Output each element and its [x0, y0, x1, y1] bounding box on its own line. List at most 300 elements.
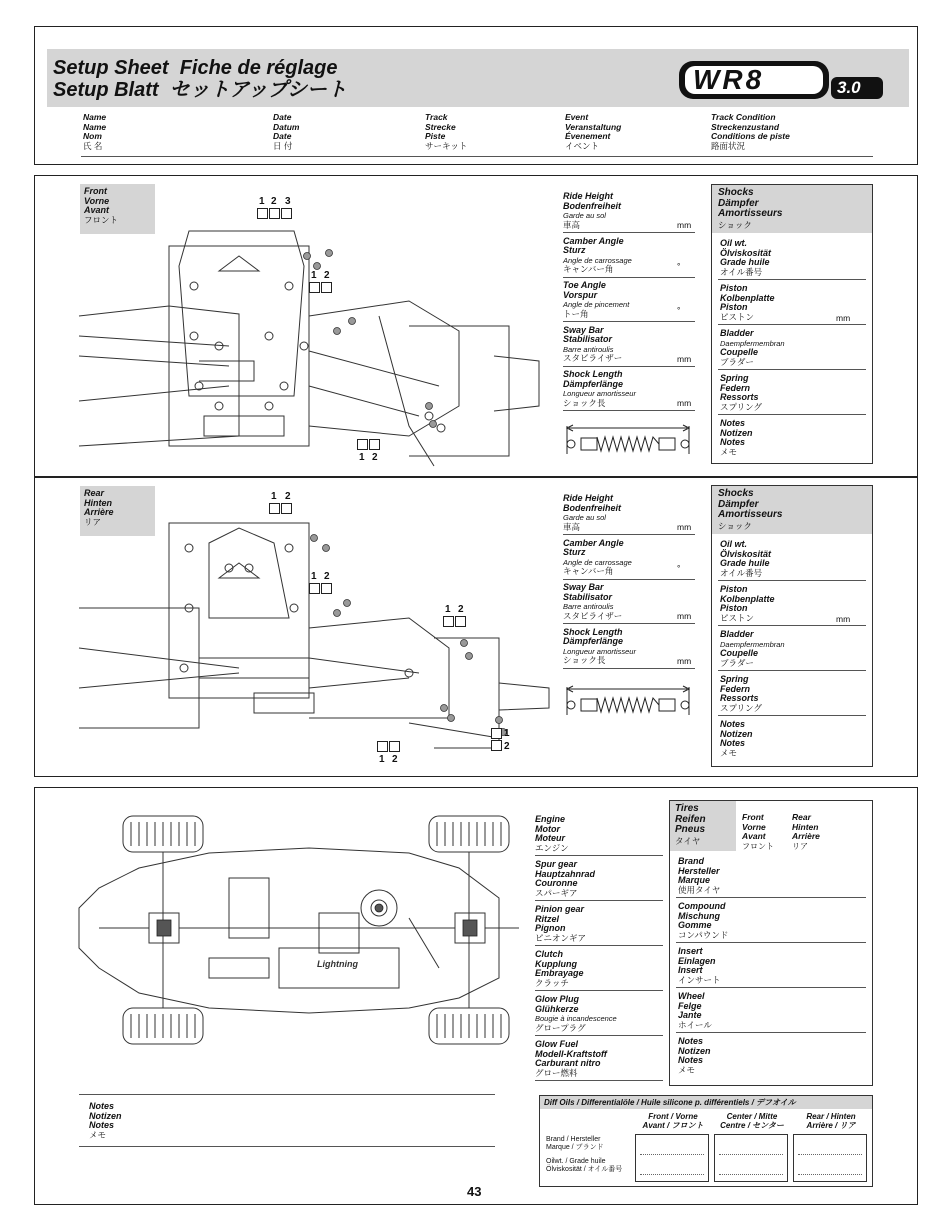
front-shock-item-2[interactable]: [720, 284, 775, 322]
drivetrain-item-5-line-2: Glühkerze: [535, 1003, 579, 1014]
front-section-label-line-2: Vorne: [84, 195, 110, 206]
rear-shocks-heading-line-2: Dämpfer: [718, 498, 759, 510]
front-setting-3-line-3: Angle de pincement: [563, 300, 630, 309]
diff-front-line2: [640, 1174, 704, 1175]
rear-shock-item-4-line-4: スプリング: [720, 702, 762, 713]
tires-item-5-line-4: メモ: [678, 1064, 696, 1075]
rear-setting-1[interactable]: [563, 494, 695, 532]
diff-row-label-1-line-2: Marque / ブランド: [546, 1144, 604, 1151]
header-field-1-line-1: Name: [83, 112, 107, 122]
front-shock-item-3-line: [718, 369, 866, 370]
rear-hole-box-top-1[interactable]: [269, 503, 280, 514]
front-shocks-heading-line-1: Shocks: [718, 187, 754, 198]
rear-setting-2-unit: °: [677, 562, 681, 573]
tires-front-header-line-4: フロント: [742, 841, 774, 851]
diff-col-header-1: [635, 1112, 711, 1130]
front-shock-item-1[interactable]: [720, 239, 771, 277]
diff-col-header-2-line-1: Center / Mitte: [726, 1112, 778, 1121]
diff-col-header-3-line-1: Rear / Hinten: [806, 1112, 856, 1121]
diff-row-label-2: [546, 1158, 622, 1174]
rear-hole-label-side-2: 2: [504, 741, 510, 752]
rear-shock-item-1-line: [718, 580, 866, 581]
rear-section-label-line-3: Arrière: [84, 507, 114, 517]
drivetrain-item-2-line-1: Spur gear: [535, 859, 578, 869]
diff-col-header-3-line-2: Arrière / リア: [806, 1121, 856, 1130]
front-shock-item-3[interactable]: [720, 329, 785, 367]
notes-label: [89, 1102, 122, 1140]
rear-hole-box-bottom-1[interactable]: [377, 741, 388, 752]
diff-row-label-1-line-1: Brand / Hersteller: [546, 1136, 601, 1143]
rear-shock-item-2[interactable]: [720, 585, 775, 623]
rear-setting-2-line-4: キャンバー角: [563, 566, 614, 576]
page-number: 43: [467, 1184, 482, 1199]
diff-front-line1: [640, 1154, 704, 1155]
front-setting-2-unit: °: [677, 260, 681, 271]
front-setting-2-line-4: キャンバー角: [563, 264, 614, 274]
front-shocks-heading: [712, 185, 872, 233]
diff-rear-line2: [798, 1174, 862, 1175]
front-shock-item-3-line-3: Coupelle: [720, 347, 759, 357]
front-shock-item-1-line-4: オイル番号: [720, 266, 763, 277]
logo-version-text: 3.0: [837, 78, 861, 97]
front-setting-4-line-3: Barre antiroulis: [563, 344, 614, 354]
front-shock-item-3-line-4: ブラダー: [720, 356, 754, 367]
rear-hole-label-side-1: 1: [504, 728, 510, 739]
chassis-brand-text: Lightning: [317, 959, 358, 969]
tires-item-4[interactable]: [678, 992, 712, 1030]
rear-hole-label-right-1: 1: [445, 604, 451, 615]
tires-front-header-line-3: Avant: [742, 831, 766, 841]
drivetrain-item-5-line-3: Bougie à incandescence: [535, 1014, 617, 1023]
front-setting-2-line-3: Angle de carrossage: [563, 255, 632, 265]
front-setting-3-line-2: Vorspur: [563, 289, 598, 300]
front-shocks-heading-line-4: ショック: [718, 219, 752, 230]
drivetrain-item-1-line: [535, 855, 663, 856]
header-field-2-line-4: 日 付: [273, 140, 293, 151]
rear-section-label-line-1: Rear: [84, 488, 105, 498]
notes-label-line-2: Notizen: [89, 1110, 122, 1121]
rear-section-label-line-4: リア: [84, 516, 102, 527]
rear-shocks-title: [712, 486, 872, 534]
tires-heading-line-2: Reifen: [675, 813, 706, 825]
front-hole-label-top-2: 2: [271, 196, 277, 207]
diff-row-label-1: [546, 1136, 604, 1152]
notes-label-line-3: Notes: [89, 1120, 115, 1130]
header-field-5-line-4: 路面状況: [711, 140, 746, 151]
drivetrain-item-4-line: [535, 990, 663, 991]
rear-hole-box-mid-1[interactable]: [309, 583, 320, 594]
front-setting-4-line-4: スタビライザー: [563, 353, 623, 363]
rear-setting-4-line-1: Shock Length: [563, 626, 623, 637]
drivetrain-item-3-line-3: Pignon: [535, 923, 566, 933]
tires-item-3-line-3: Insert: [678, 965, 703, 975]
rear-shock-item-1[interactable]: [720, 540, 771, 578]
notes-line-bottom: [79, 1146, 495, 1147]
header-field-2-line-2: Datum: [273, 121, 300, 132]
tires-item-1-line-4: 使用タイヤ: [678, 884, 721, 895]
drivetrain-item-1-line-3: Moteur: [535, 833, 565, 843]
front-hole-box-bottom-1[interactable]: [357, 439, 368, 450]
rear-setting-4-line: [563, 668, 695, 669]
header-field-3-line-3: Piste: [425, 131, 446, 141]
rear-setting-4[interactable]: [563, 628, 695, 666]
front-setting-4-unit: mm: [677, 353, 692, 364]
front-hole-label-bottom-2: 2: [372, 452, 378, 463]
rear-setting-3-line-4: スタビライザー: [563, 610, 623, 621]
drivetrain-item-4-line-1: Clutch: [535, 949, 563, 959]
rear-setting-4-line-3: Longueur amortisseur: [563, 646, 636, 656]
drivetrain-item-4-line-2: Kupplung: [535, 958, 577, 969]
drivetrain-item-5-line: [535, 1035, 663, 1036]
rear-shock-item-3-line-3: Coupelle: [720, 648, 759, 658]
tires-item-5-line-3: Notes: [678, 1055, 704, 1065]
tires-item-5-line-1: Notes: [678, 1036, 704, 1046]
drivetrain-item-2-line-4: スパーギア: [535, 887, 578, 898]
rear-hole-box-mid-2[interactable]: [321, 583, 332, 594]
front-section-label-line-3: Avant: [84, 205, 110, 215]
drivetrain-item-1-line-1: Engine: [535, 814, 566, 824]
header-field-3-line-1: Track: [425, 112, 448, 122]
tires-heading: [670, 801, 736, 849]
front-shock-item-4[interactable]: [720, 374, 762, 412]
rear-setting-3[interactable]: [563, 583, 695, 621]
tires-heading-line-1: Tires: [675, 803, 699, 814]
drivetrain-item-3[interactable]: [535, 905, 586, 943]
drivetrain-frame: [34, 787, 918, 1205]
rear-shock-item-2-line-1: Piston: [720, 584, 748, 594]
tires-item-1[interactable]: [678, 857, 720, 895]
front-frame: [34, 175, 918, 477]
drivetrain-item-3-line-4: ピニオンギア: [535, 932, 587, 943]
rear-hole-label-right-2: 2: [458, 604, 464, 615]
front-hole-box-top-3[interactable]: [281, 208, 292, 219]
rear-shock-item-2-line: [718, 625, 866, 626]
tires-item-2-line-1: Compound: [678, 901, 726, 911]
tires-item-1-line-3: Marque: [678, 875, 711, 885]
front-setting-5-line-3: Longueur amortisseur: [563, 389, 636, 398]
diff-col-header-2-line-2: Centre / センター: [720, 1121, 784, 1130]
header-field-4-line-3: Évenement: [565, 131, 611, 141]
rear-hole-label-top-2: 2: [285, 491, 291, 502]
rear-shock-item-4[interactable]: [720, 675, 762, 713]
tires-item-2-line: [676, 942, 866, 943]
rear-setting-1-line-4: 車高: [563, 521, 581, 532]
rear-shock-item-3-line: [718, 670, 866, 671]
front-hole-box-top-1[interactable]: [257, 208, 268, 219]
rear-setting-2-line-2: Sturz: [563, 547, 586, 557]
rear-shock-item-5-line-3: Notes: [720, 738, 746, 748]
rear-setting-1-line-2: Bodenfreiheit: [563, 502, 622, 513]
rear-section-label-line-2: Hinten: [84, 497, 112, 508]
rear-frame: [34, 477, 918, 777]
front-setting-1-line-2: Bodenfreiheit: [563, 200, 622, 211]
tires-item-4-line-3: Jante: [678, 1010, 702, 1020]
tires-rear-header-line-3: Arrière: [792, 831, 820, 841]
rear-setting-2-line-3: Angle de carrossage: [563, 557, 632, 567]
tires-item-5-line-2: Notizen: [678, 1045, 711, 1056]
tires-front-header-line-2: Vorne: [742, 821, 766, 832]
rear-hole-label-bottom-2: 2: [392, 754, 398, 765]
rear-shock-item-3-line-1: Bladder: [720, 629, 754, 639]
drivetrain-item-3-line: [535, 945, 663, 946]
front-shock-item-1-line-1: Oil wt.: [720, 238, 747, 248]
front-setting-3-line-1: Toe Angle: [563, 280, 606, 290]
front-shock-item-2-line-3: Piston: [720, 302, 748, 312]
drivetrain-item-2[interactable]: [535, 860, 595, 898]
tires-item-4-line-1: Wheel: [678, 991, 705, 1001]
tires-title: [670, 801, 736, 851]
drivetrain-item-3-line-1: Pinion gear: [535, 904, 585, 914]
tires-item-3-line-2: Einlagen: [678, 955, 716, 966]
header-field-1[interactable]: [83, 113, 106, 151]
rear-shocks-heading-line-1: Shocks: [718, 488, 754, 499]
tires-heading-line-3: Pneus: [675, 824, 706, 835]
rear-shocks-heading-line-4: ショック: [718, 520, 752, 531]
tires-item-2-line-2: Mischung: [678, 910, 720, 921]
header-field-4-line-1: Event: [565, 112, 589, 122]
front-shock-item-3-line-2: Daempfermembran: [720, 338, 785, 348]
tires-item-4-line-4: ホイール: [678, 1019, 712, 1030]
rear-shock-drawing: [563, 683, 695, 719]
tires-item-4-line: [676, 1032, 866, 1033]
header-field-1-line-2: Name: [83, 121, 107, 132]
front-shock-item-1-line-3: Grade huile: [720, 257, 770, 267]
front-setting-3-unit: °: [677, 305, 681, 315]
front-hole-label-mid-2: 2: [324, 270, 330, 281]
rear-setting-3-line-3: Barre antiroulis: [563, 602, 614, 611]
front-shock-drawing: [563, 422, 695, 458]
tires-item-3-line-1: Insert: [678, 946, 703, 956]
diff-rear-line1: [798, 1154, 862, 1155]
rear-shock-item-5[interactable]: [720, 720, 753, 758]
rear-setting-1-line: [563, 534, 695, 535]
front-hole-label-top-1: 1: [259, 196, 265, 207]
diff-oils-title: Diff Oils / Differentialöle / Huile silicone p. différentiels / デフオイル: [544, 1098, 796, 1107]
tires-item-1-line: [676, 897, 866, 898]
rear-hole-box-side-1[interactable]: [491, 728, 502, 739]
drivetrain-item-3-line-2: Ritzel: [535, 913, 560, 924]
rear-hole-label-mid-1: 1: [311, 571, 317, 582]
rear-hole-label-bottom-1: 1: [379, 754, 385, 765]
rear-shock-item-4-line-1: Spring: [720, 674, 749, 684]
rear-setting-2[interactable]: [563, 539, 695, 577]
car-top-view: [79, 808, 549, 1068]
front-shock-item-2-unit: mm: [836, 313, 851, 323]
header-frame: [34, 26, 918, 165]
front-shock-item-1-line-2: Ölviskosität: [720, 247, 772, 258]
tires-rear-header: [792, 813, 820, 851]
rear-setting-4-unit: mm: [677, 655, 692, 666]
rear-hole-label-top-1: 1: [271, 491, 277, 502]
front-setting-1-line: [563, 232, 695, 233]
front-shock-item-5-line-2: Notizen: [720, 427, 753, 438]
drivetrain-item-6-line-3: Carburant nitro: [535, 1058, 601, 1068]
tires-front-header-line-1: Front: [742, 812, 764, 822]
rear-shock-item-4-line-2: Federn: [720, 683, 751, 694]
car-top-view-drawing: [79, 808, 549, 1068]
front-setting-5-line-4: ショック長: [563, 397, 606, 408]
drivetrain-item-5[interactable]: [535, 995, 617, 1033]
drivetrain-item-2-line-2: Hauptzahnrad: [535, 868, 596, 879]
front-hole-box-bottom-2[interactable]: [369, 439, 380, 450]
front-chassis-diagram: [79, 196, 549, 471]
drivetrain-item-1[interactable]: [535, 815, 569, 853]
front-setting-2-line: [563, 277, 695, 278]
notes-line-top: [79, 1094, 495, 1095]
front-setting-4-line-1: Sway Bar: [563, 324, 604, 335]
front-shock-item-5-line-4: メモ: [720, 446, 738, 457]
rear-setting-3-unit: mm: [677, 611, 692, 621]
front-shocks-title: [712, 185, 872, 233]
rear-shock-item-5-line-1: Notes: [720, 719, 746, 729]
front-suspension-drawing: [79, 196, 549, 471]
header-field-5-line-1: Track Condition: [711, 112, 776, 122]
drivetrain-item-4[interactable]: [535, 950, 584, 988]
front-setting-4[interactable]: [563, 326, 695, 364]
rear-shock-item-3-line-2: Daempfermembran: [720, 639, 785, 649]
rear-shock-item-1-line-3: Grade huile: [720, 558, 770, 568]
drivetrain-item-2-line-3: Couronne: [535, 878, 578, 888]
drivetrain-item-1-line-4: エンジン: [535, 842, 569, 853]
front-setting-3[interactable]: [563, 281, 695, 319]
rear-hole-box-right-2[interactable]: [455, 616, 466, 627]
drivetrain-item-6-line: [535, 1080, 663, 1081]
drivetrain-item-4-line-3: Embrayage: [535, 968, 584, 978]
rear-shock-item-3[interactable]: [720, 630, 785, 668]
rear-shock-item-4-line-3: Ressorts: [720, 693, 759, 703]
diff-center-line2: [719, 1174, 783, 1175]
front-hole-label-top-3: 3: [285, 196, 291, 207]
front-shock-item-2-line: [718, 324, 866, 325]
rear-shock-item-2-line-3: Piston: [720, 603, 748, 613]
front-setting-1-line-4: 車高: [563, 219, 581, 230]
tires-rear-header-line-2: Hinten: [792, 821, 819, 832]
rear-shocks-heading-line-3: Amortisseurs: [718, 509, 783, 520]
front-hole-label-mid-1: 1: [311, 270, 317, 281]
front-shock-item-4-line-3: Ressorts: [720, 392, 759, 402]
rear-shock-item-2-unit: mm: [836, 614, 851, 624]
front-hole-label-bottom-1: 1: [359, 452, 365, 463]
front-shocks-heading-line-3: Amortisseurs: [718, 208, 783, 219]
front-setting-2-line-1: Camber Angle: [563, 235, 624, 246]
header-field-3-line-2: Strecke: [425, 121, 456, 132]
rear-shock-item-1-line-1: Oil wt.: [720, 539, 747, 549]
diff-oils-title-bar: [540, 1096, 872, 1109]
rear-setting-3-line-2: Stabilisator: [563, 591, 613, 602]
rear-setting-2-line-1: Camber Angle: [563, 537, 624, 548]
diff-oils-box: [539, 1095, 873, 1187]
header-field-4-line-2: Veranstaltung: [565, 121, 622, 132]
header-field-5-line-2: Streckenzustand: [711, 121, 780, 132]
header-field-2-line-1: Date: [273, 112, 292, 122]
rear-setting-1-unit: mm: [677, 522, 692, 532]
rear-hole-box-right-1[interactable]: [443, 616, 454, 627]
rear-shock-item-2-line-2: Kolbenplatte: [720, 593, 775, 604]
rear-shocks-heading: [712, 486, 872, 534]
notes-label-line-1: Notes: [89, 1101, 115, 1111]
front-shock-item-4-line-2: Federn: [720, 382, 751, 393]
front-shock-item-2-line-1: Piston: [720, 283, 748, 293]
rear-shock-item-1-line-4: オイル番号: [720, 567, 763, 578]
header-field-1-line-4: 氏 名: [83, 140, 103, 151]
tires-item-5[interactable]: [678, 1037, 711, 1075]
rear-setting-1-line-1: Ride Height: [563, 493, 614, 503]
rear-chassis-diagram: [79, 498, 549, 773]
front-hole-box-top-2[interactable]: [269, 208, 280, 219]
front-shock-item-5-line-1: Notes: [720, 418, 746, 428]
rear-shock-item-5-line-4: メモ: [720, 747, 738, 758]
front-shock-item-3-line-1: Bladder: [720, 328, 754, 338]
tires-item-4-line-2: Felge: [678, 1000, 702, 1011]
header-field-5[interactable]: [711, 113, 790, 151]
tires-item-3[interactable]: [678, 947, 721, 985]
rear-shock-item-4-line: [718, 715, 866, 716]
front-section-label-line-1: Front: [84, 186, 107, 196]
wr8-logo: [671, 55, 891, 105]
header-title-bar: [47, 49, 909, 107]
diff-row-label-2-line-1: Oilwt. / Grade huile: [546, 1158, 606, 1165]
front-setting-4-line: [563, 366, 695, 367]
drivetrain-item-2-line: [535, 900, 663, 901]
front-setting-2-line-2: Sturz: [563, 245, 586, 255]
header-field-4-line-4: イベント: [565, 140, 600, 151]
front-hole-box-mid-1[interactable]: [309, 282, 320, 293]
front-shock-item-5[interactable]: [720, 419, 753, 457]
drivetrain-item-5-line-1: Glow Plug: [535, 994, 579, 1004]
header-field-4[interactable]: [565, 113, 621, 151]
diff-center-line1: [719, 1154, 783, 1155]
tires-item-2-line-4: コンパウンド: [678, 929, 729, 940]
header-underline: [81, 156, 873, 157]
drivetrain-item-6[interactable]: [535, 1040, 607, 1078]
front-setting-2[interactable]: [563, 237, 695, 275]
front-setting-5-line: [563, 410, 695, 411]
front-shock-item-4-line: [718, 414, 866, 415]
tires-heading-line-4: タイヤ: [675, 835, 701, 846]
tires-item-2[interactable]: [678, 902, 728, 940]
tires-front-header: [742, 813, 774, 851]
front-setting-3-line-4: トー角: [563, 308, 589, 319]
rear-setting-1-line-3: Garde au sol: [563, 513, 606, 522]
rear-hole-box-side-2[interactable]: [491, 740, 502, 751]
front-shock-item-4-line-1: Spring: [720, 373, 749, 383]
drivetrain-item-6-line-1: Glow Fuel: [535, 1039, 579, 1049]
tires-box: [669, 800, 873, 1086]
drivetrain-item-6-line-2: Modell-Kraftstoff: [535, 1048, 607, 1059]
diff-col-header-1-line-2: Avant / フロント: [642, 1121, 704, 1130]
rear-shock-item-3-line-4: ブラダー: [720, 657, 754, 668]
front-hole-box-mid-2[interactable]: [321, 282, 332, 293]
front-setting-3-line: [563, 321, 695, 322]
front-setting-1[interactable]: [563, 192, 695, 230]
front-setting-4-line-2: Stabilisator: [563, 334, 613, 344]
front-setting-5[interactable]: [563, 370, 695, 408]
diff-row-label-2-line-2: Ölviskosität / オイル番号: [546, 1166, 623, 1173]
rear-hole-box-top-2[interactable]: [281, 503, 292, 514]
tires-item-1-line-2: Hersteller: [678, 865, 720, 876]
rear-hole-box-bottom-2[interactable]: [389, 741, 400, 752]
header-field-2[interactable]: [273, 113, 299, 151]
front-shocks-box: [711, 184, 873, 464]
rear-suspension-drawing: [79, 498, 549, 773]
rear-shock-item-1-line-2: Ölviskosität: [720, 548, 772, 559]
rear-hole-label-mid-2: 2: [324, 571, 330, 582]
front-setting-5-unit: mm: [677, 398, 692, 408]
header-field-3[interactable]: [425, 113, 467, 151]
tires-item-1-line-1: Brand: [678, 856, 705, 866]
header-field-5-line-3: Conditions de piste: [711, 131, 790, 141]
header-field-2-line-3: Date: [273, 131, 292, 141]
